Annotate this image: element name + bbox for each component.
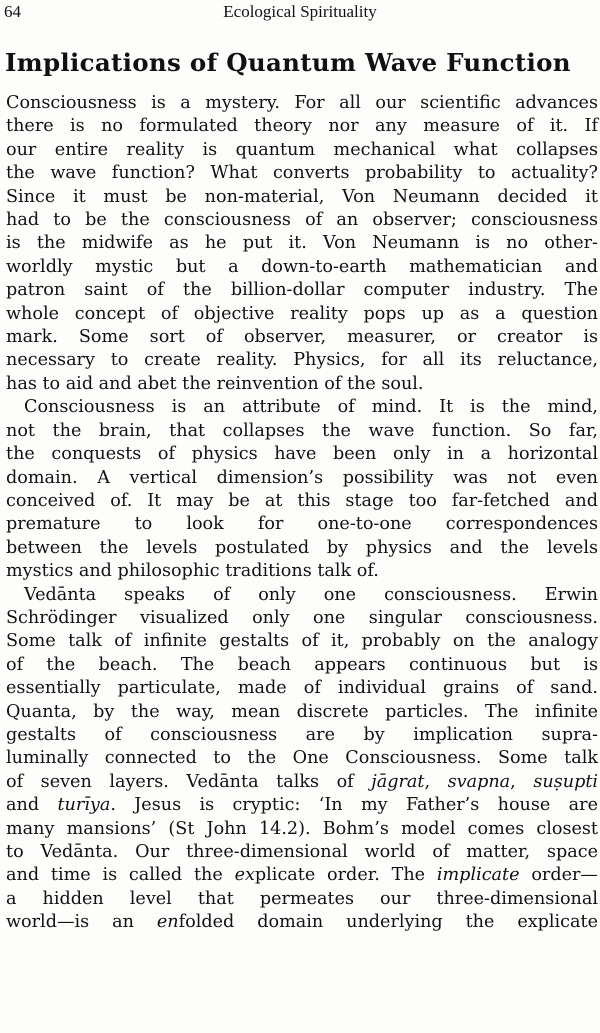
text-line: of seven layers. Vedānta talks of jāgrat, svapna, suṣupti (6, 771, 599, 792)
page-number: 64 (4, 2, 21, 21)
text-line: there is no formulated theory nor any measure of it. If (6, 116, 598, 137)
running-title: Ecological Spirituality (223, 2, 377, 21)
paragraph-1 (6, 92, 598, 396)
text-line: is the midwife as he put it. Von Neumann is no other- (6, 233, 598, 254)
text-line: Since it must be non-material, Von Neumann decided it (6, 186, 598, 207)
text-line: necessary to create reality. Physics, for all its reluctance, (6, 350, 598, 371)
running-head (0, 2, 600, 26)
text-line: not the brain, that collapses the wave function. So far, (6, 420, 598, 441)
text-line: whole concept of objective reality pops up as a question (6, 303, 598, 324)
text-line: Some talk of infinite gestalts of it, probably on the analogy (6, 631, 598, 652)
text-line: a hidden level that permeates our three-dimensional (6, 888, 598, 909)
paragraph-3 (6, 584, 598, 935)
section-heading: Implications of Quantum Wave Function (5, 48, 571, 77)
text-line: premature to look for one-to-one correspondences (6, 514, 598, 535)
text-line: had to be the consciousness of an observer; consciousness (6, 210, 598, 231)
text-line: Quanta, by the way, mean discrete particles. The infinite (6, 701, 598, 722)
text-line: and turīya. Jesus is cryptic: ‘In my Father’s house are (6, 795, 598, 816)
body-text (6, 92, 598, 935)
text-line: Vedānta speaks of only one consciousness. Erwin (24, 584, 598, 605)
text-line: the wave function? What converts probability to actuality? (6, 163, 598, 184)
text-line: essentially particulate, made of individual grains of sand. (6, 678, 598, 699)
paragraph-2 (6, 396, 598, 583)
text-line: of the beach. The beach appears continuous but is (6, 654, 598, 675)
text-line: domain. A vertical dimension’s possibility was not even (6, 467, 598, 488)
text-line: has to aid and abet the reinvention of the soul. (6, 373, 424, 394)
text-line: the conquests of physics have been only in a horizontal (6, 444, 598, 465)
text-line: mark. Some sort of observer, measurer, or creator is (6, 327, 598, 348)
text-line: our entire reality is quantum mechanical what collapses (6, 139, 598, 160)
text-line: to Vedānta. Our three-dimensional world of matter, space (6, 842, 598, 862)
text-line: Consciousness is an attribute of mind. It is the mind, (24, 397, 598, 418)
text-line: between the levels postulated by physics and the levels (6, 537, 598, 558)
text-line: mystics and philosophic traditions talk of. (6, 561, 379, 582)
text-line: many mansions’ (St John 14.2). Bohm’s model comes closest (6, 818, 598, 839)
text-line: gestalts of consciousness are by implication supra- (6, 724, 598, 745)
text-line: world—is an enfolded domain underlying the explicate (6, 912, 598, 933)
text-line: conceived of. It may be at this stage too far-fetched and (6, 490, 598, 511)
text-line: and time is called the explicate order. The implicate order— (6, 865, 599, 886)
text-line: luminally connected to the One Consciousness. Some talk (6, 748, 598, 769)
text-line: Consciousness is a mystery. For all our scientific advances (6, 93, 598, 113)
text-line: Schrödinger visualized only one singular consciousness. (6, 607, 598, 628)
text-line: patron saint of the billion-dollar computer industry. The (6, 280, 598, 301)
text-line: worldly mystic but a down-to-earth mathematician and (6, 256, 598, 277)
